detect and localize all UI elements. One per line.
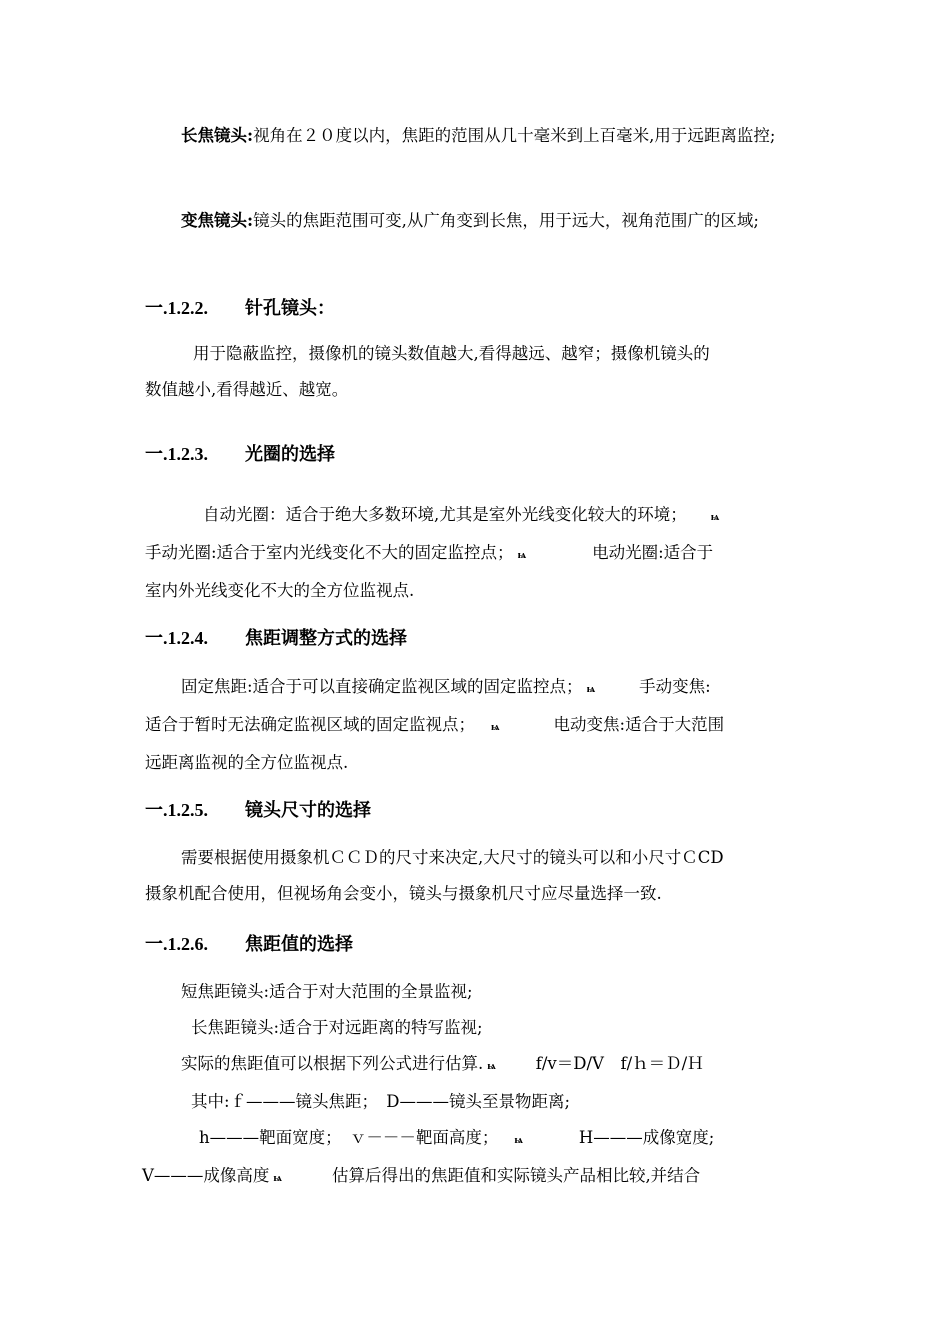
pinhole-paragraph — [145, 336, 807, 408]
text-line: 电动变焦:适合于大范围 — [553, 715, 725, 734]
text-line: H———成像宽度; — [578, 1128, 715, 1147]
tele-lens-text: 视角在２０度以内，焦距的范围从几十毫米到上百毫米,用于远距离监控; — [253, 126, 776, 145]
section-number: 一.1.2.2. — [145, 298, 208, 318]
zoom-lens-term: 变焦镜头: — [181, 211, 254, 230]
text-line: 实际的焦距值可以根据下列公式进行估算. — [181, 1054, 484, 1073]
section-title: 光圈的选择 — [245, 444, 335, 464]
focal-value-paragraph — [142, 974, 807, 1196]
text-line: 数值越小,看得越近、越宽。 — [145, 380, 349, 399]
text-line: 手动变焦: — [639, 677, 711, 696]
text-line: 手动光圈:适合于室内光线变化不大的固定监控点； — [145, 543, 514, 562]
section-title: 焦距值的选择 — [245, 934, 353, 954]
tele-lens-term: 长焦镜头: — [181, 126, 254, 145]
text-line: 短焦距镜头:适合于对大范围的全景监视; — [181, 982, 473, 1001]
paragraph-mark-icon: ѩ — [586, 682, 596, 695]
aperture-paragraph — [145, 497, 807, 609]
text-line: V———成像高度 — [142, 1166, 270, 1185]
paragraph-mark-icon: ѩ — [487, 1059, 496, 1072]
text-line: 自动光圈：适合于绝大多数环境,尤其是室外光线变化较大的环境； — [203, 505, 687, 524]
section-heading — [145, 930, 353, 956]
tele-lens-paragraph — [145, 118, 807, 154]
text-line: 电动光圈:适合于 — [592, 543, 714, 562]
section-number: 一.1.2.6. — [145, 934, 208, 954]
section-heading — [145, 294, 335, 320]
text-line: 适合于暂时无法确定监视区域的固定监视点； — [145, 715, 475, 734]
zoom-lens-paragraph — [145, 203, 807, 239]
paragraph-mark-icon: ѩ — [514, 1133, 523, 1146]
section-number: 一.1.2.5. — [145, 800, 208, 820]
text-line: 摄象机配合使用，但视场角会变小，镜头与摄象机尺寸应尽量选择一致. — [145, 884, 662, 903]
lens-size-paragraph — [145, 840, 807, 912]
paragraph-mark-icon: ѩ — [491, 720, 500, 733]
focus-adjust-paragraph — [145, 669, 807, 781]
paragraph-mark-icon: ѩ — [273, 1171, 282, 1184]
section-heading — [145, 440, 335, 466]
text-line: 估算后得出的焦距值和实际镜头产品相比较,并结合 — [331, 1166, 701, 1185]
section-number: 一.1.2.4. — [145, 628, 208, 648]
paragraph-mark-icon: ѩ — [710, 510, 720, 523]
paragraph-mark-icon: ѩ — [517, 548, 527, 561]
formula: f/v＝D/V f/ｈ＝Ｄ/Ｈ — [535, 1054, 704, 1073]
text-line: 长焦距镜头:适合于对远距离的特写监视; — [191, 1018, 483, 1037]
text-line: 其中:ｆ———镜头焦距； D———镜头至景物距离; — [191, 1092, 571, 1111]
section-heading — [145, 796, 371, 822]
text-line: 固定焦距:适合于可以直接确定监视区域的固定监控点； — [181, 677, 583, 696]
text-line: 室内外光线变化不大的全方位监视点. — [145, 581, 415, 600]
text-line: 需要根据使用摄象机ＣＣＤ的尺寸来决定,大尺寸的镜头可以和小尺寸ＣCD — [181, 848, 724, 867]
section-number: 一.1.2.3. — [145, 444, 208, 464]
section-title: 镜头尺寸的选择 — [245, 800, 371, 820]
section-heading — [145, 624, 407, 650]
zoom-lens-text: 镜头的焦距范围可变,从广角变到长焦，用于远大，视角范围广的区域; — [253, 211, 759, 230]
section-title: 针孔镜头： — [245, 298, 335, 318]
text-line: h———靶面宽度； ｖ－－－靶面高度； — [199, 1128, 499, 1147]
text-line: 用于隐蔽监控，摄像机的镜头数值越大,看得越远、越窄；摄像机镜头的 — [193, 344, 710, 363]
text-line: 远距离监视的全方位监视点. — [145, 753, 349, 772]
section-title: 焦距调整方式的选择 — [245, 628, 407, 648]
